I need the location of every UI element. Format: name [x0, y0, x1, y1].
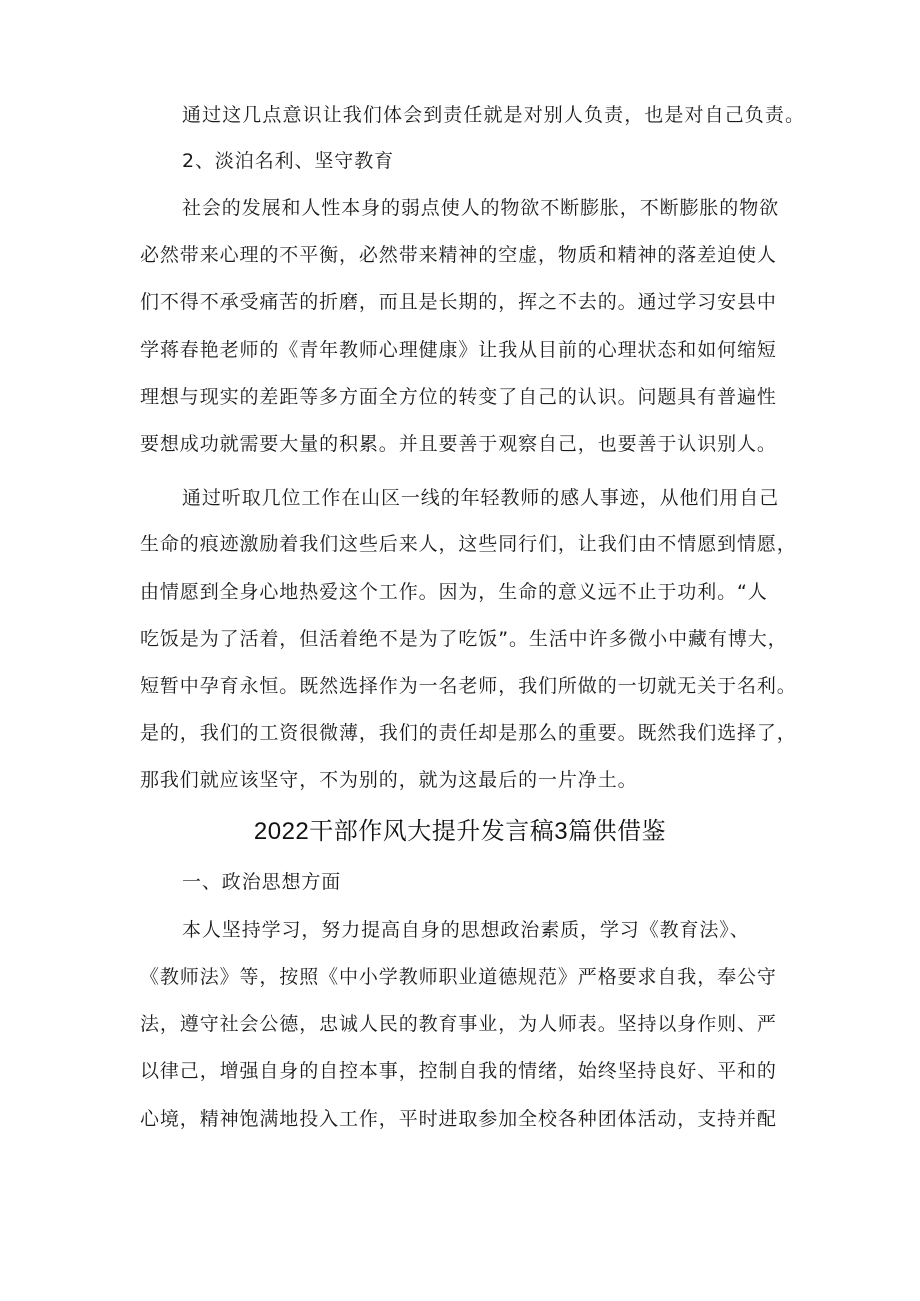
- intro-line: 通过这几点意识让我们体会到责任就是对别人负责，也是对自己负责。: [182, 104, 806, 126]
- paragraph-line: 以律己，增强自身的自控本事，控制自我的情绪，始终坚持良好、平和的: [140, 1060, 777, 1082]
- section-heading-1: 一、政治思想方面: [182, 871, 342, 893]
- paragraph-line: 吃饭是为了活着，但活着绝不是为了吃饭”。生活中许多微小中藏有博大，: [140, 628, 788, 650]
- paragraph-line: 本人坚持学习，努力提高自身的思想政治素质，学习《教育法》、: [182, 919, 750, 941]
- paragraph-line: 们不得不承受痛苦的折磨，而且是长期的，挥之不去的。通过学习安县中: [140, 291, 777, 313]
- paragraph-line: 短暂中孕育永恒。既然选择作为一名老师，我们所做的一切就无关于名利。: [140, 675, 797, 697]
- paragraph-line: 社会的发展和人性本身的弱点使人的物欲不断膨胀，不断膨胀的物欲: [182, 197, 780, 219]
- paragraph-line: 法，遵守社会公德，忠诚人民的教育事业，为人师表。坚持以身作则、严: [140, 1013, 777, 1035]
- paragraph-line: 那我们就应该坚守，不为别的，就为这最后的一片净土。: [140, 769, 638, 791]
- paragraph-line: 心境，精神饱满地投入工作，平时进取参加全校各种团体活动，支持并配: [140, 1108, 777, 1130]
- paragraph-line: 要想成功就需要大量的积累。并且要善于观察自己，也要善于认识别人。: [140, 433, 777, 455]
- paragraph-line: 《教师法》等，按照《中小学教师职业道德规范》严格要求自我，奉公守: [140, 966, 777, 988]
- document-title: 2022干部作风大提升发言稿3篇供借鉴: [253, 818, 667, 845]
- section-heading-2: 2、淡泊名利、坚守教育: [182, 150, 394, 172]
- paragraph-line: 由情愿到全身心地热爱这个工作。因为，生命的意义远不止于功利。“人: [140, 581, 768, 603]
- paragraph-line: 必然带来心理的不平衡，必然带来精神的空虚，物质和精神的落差迫使人: [140, 244, 777, 266]
- paragraph-line: 是的，我们的工资很微薄，我们的责任却是那么的重要。既然我们选择了，: [140, 722, 797, 744]
- paragraph-line: 学蒋春艳老师的《青年教师心理健康》让我从目前的心理状态和如何缩短: [140, 339, 777, 361]
- paragraph-line: 通过听取几位工作在山区一线的年轻教师的感人事迹，从他们用自己: [182, 487, 780, 509]
- paragraph-line: 生命的痕迹激励着我们这些后来人，这些同行们，让我们由不情愿到情愿，: [140, 533, 797, 555]
- paragraph-line: 理想与现实的差距等多方面全方位的转变了自己的认识。问题具有普遍性: [140, 386, 777, 408]
